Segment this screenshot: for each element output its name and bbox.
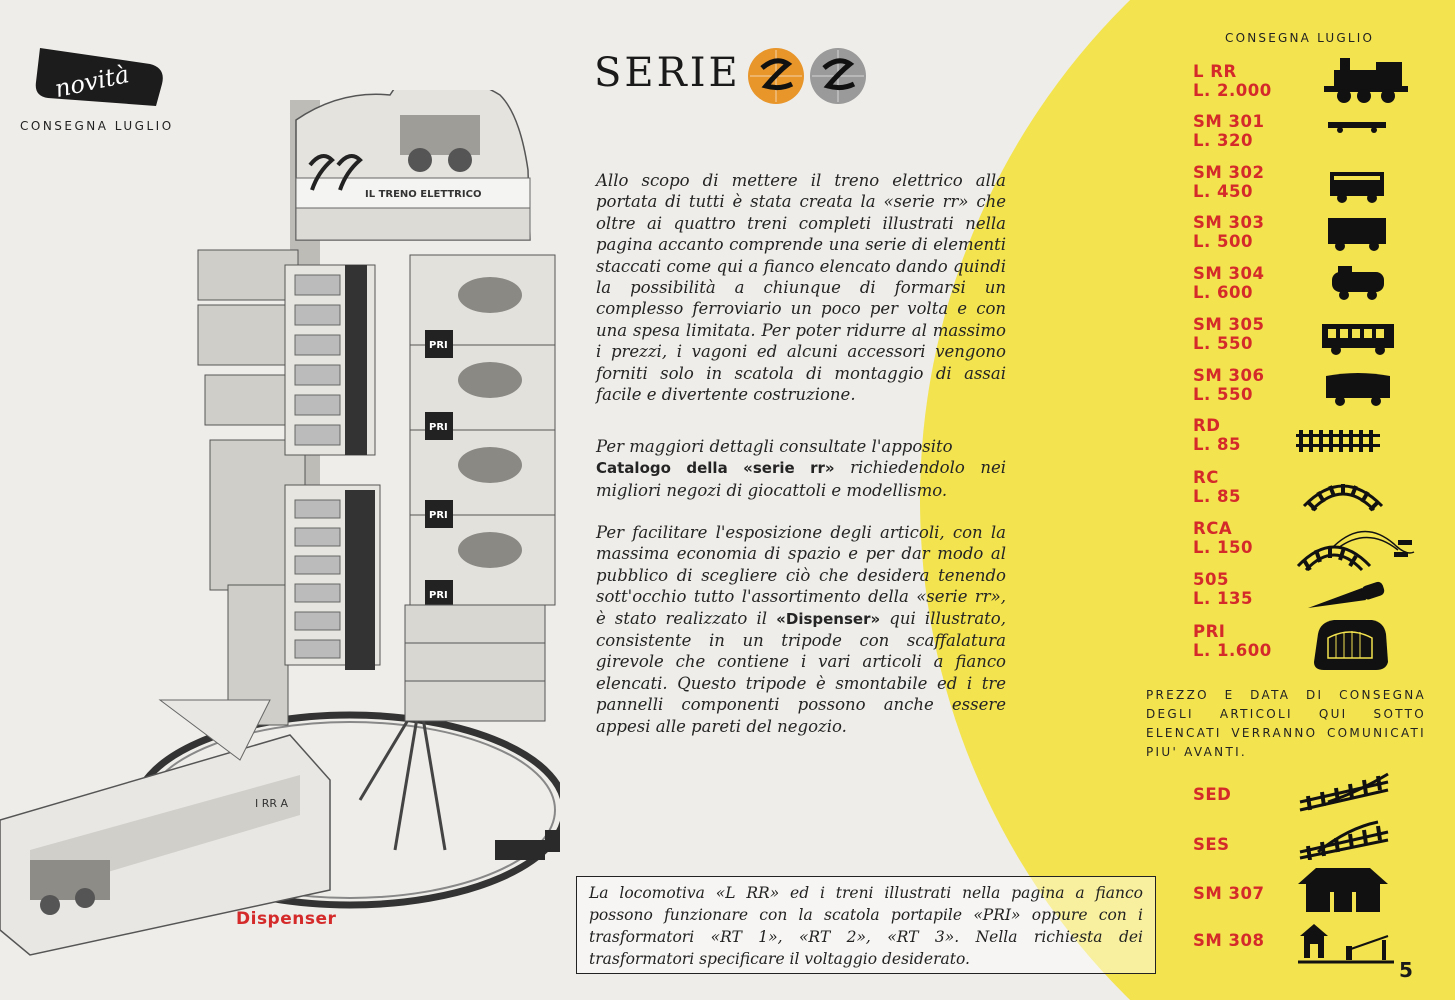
item-sm-303: SM 303 L. 500 [1193,213,1265,251]
locomotive-icon [1320,56,1412,106]
item-ses: SES [1193,835,1230,854]
shed-icon [1296,864,1390,914]
svg-text:novità: novità [52,60,132,104]
item-sed: SED [1193,785,1232,804]
item-sm-306: SM 306 L. 550 [1193,366,1265,404]
battery-box-icon [1310,614,1392,674]
passenger-car-icon [1320,322,1396,356]
dispenser-paragraph: Per facilitare l'esposizione degli articoli, con la massima economia di spazio e per dar modo al pubblico di scegliere ciò che desidera tenendo sott'occhio tutto l'assortimento della «serie rr», è stato realizzato il «Dispenser» qui illustrato, consistente in un tripode con scaffalatura girevole che contiene i vari articoli a fianco elencati. Questo tripode è smontabile ed i tre pannelli componenti possono anche essere appesi alle pareti del negozio. [596,523,1006,736]
svg-text:PRI: PRI [429,340,448,351]
svg-text:PRI: PRI [429,590,448,601]
item-sm-308: SM 308 [1193,931,1265,950]
dispenser-caption: Dispenser [236,909,337,929]
switch-left-icon [1298,818,1390,860]
page-title: SERIE [594,50,741,96]
covered-wagon-icon [1322,370,1394,408]
item-sm-304: SM 304 L. 600 [1193,264,1265,302]
item-l-rr: L RR L. 2.000 [1193,62,1272,100]
open-wagon-icon [1326,168,1388,204]
svg-text:PRI: PRI [429,510,448,521]
item-rc: RC L. 85 [1193,468,1241,506]
right-consegna-label: CONSEGNA LUGLIO [1225,31,1375,45]
serie-rr-logo [744,46,869,106]
item-rd: RD L. 85 [1193,416,1241,454]
svg-text:IL TRENO ELETTRICO: IL TRENO ELETTRICO [365,189,482,200]
item-505: 505 L. 135 [1193,570,1253,608]
item-rca: RCA L. 150 [1193,519,1253,557]
item-sm-307: SM 307 [1193,884,1265,903]
item-sm-302: SM 302 L. 450 [1193,163,1265,201]
svg-text:PRI: PRI [429,422,448,433]
future-items-note: PREZZO E DATA DI CONSEGNA DEGLI ARTICOLI QUI SOTTO ELENCATI VERRANNO COMUNICATI PIU' AVANTI. [1146,688,1426,759]
level-crossing-icon [1296,920,1396,966]
intro-paragraph: Allo scopo di mettere il treno elettrico alla portata di tutti è stata creata la «serie rr» che oltre ai quattro treni completi illustrati nella pagina accanto comprende una serie di elementi staccati come qui a fianco elencato dando quindi la possibilità a chiunque di formarsi un complesso ferroviario un poco per volta e con una spesa limitata. Per poter ridurre al massimo i prezzi, i vagoni ed alcuni accessori vengono forniti solo in scatola di montaggio di assai facile e divertente costruzione. [596,171,1006,405]
dispenser-name: «Dispenser» [776,609,881,628]
curved-track-icon [1300,472,1386,512]
page-number: 5 [1399,958,1413,982]
tank-wagon-icon [1328,264,1388,302]
item-sm-301: SM 301 L. 320 [1193,112,1265,150]
locomotive-note-box: La locomotiva «L RR» ed i treni illustrati nella pagina a fianco possono funzionare con la scatola portapile «PRI» oppure con i trasformatori «RT 1», «RT 2», «RT 3». Nella richiesta dei trasformatori specificare il voltaggio desiderato. [576,876,1156,974]
catalog-paragraph: Per maggiori dettagli consultate l'apposito Catalogo della «serie rr» richiedendolo nei migliori negozi di giocattoli e modellismo. [596,437,1006,500]
track-connector-icon [1294,516,1420,572]
flat-wagon-icon [1326,120,1388,134]
tool-icon [1306,580,1388,614]
box-wagon-icon [1324,216,1390,252]
straight-track-icon [1296,428,1380,454]
switch-right-icon [1298,772,1390,812]
badge-consegna-label: CONSEGNA LUGLIO [20,119,174,133]
item-pri: PRI L. 1.600 [1193,622,1272,660]
catalog-name: Catalogo della «serie rr» [596,459,835,478]
svg-text:I RR A: I RR A [255,797,289,810]
item-sm-305: SM 305 L. 550 [1193,315,1265,353]
dispenser-photo [0,90,560,960]
